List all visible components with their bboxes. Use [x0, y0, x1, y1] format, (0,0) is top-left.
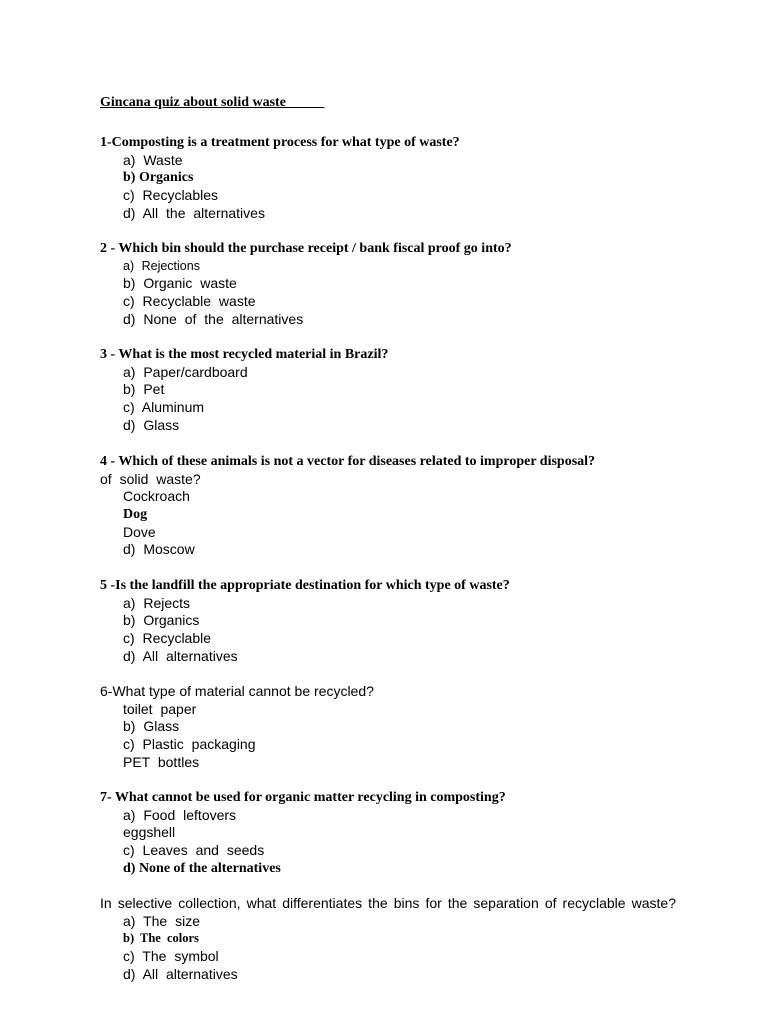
question-block — [100, 134, 680, 222]
answer-option: Dog — [123, 507, 148, 523]
answer-option: b) Glass — [123, 718, 180, 735]
answer-option: b) The colors — [123, 931, 199, 946]
answer-option: d) None of the alternatives — [123, 310, 304, 327]
question-block — [100, 789, 680, 877]
answer-option: c) The symbol — [123, 948, 219, 965]
answer-option: a) Paper/cardboard — [123, 363, 248, 380]
answer-option: Dove — [123, 523, 156, 540]
page-title: Gincana quiz about solid waste — [100, 95, 325, 110]
answer-option: c) Recyclable — [123, 630, 212, 647]
answer-option: d) All the alternatives — [123, 204, 265, 221]
question-block — [100, 453, 680, 559]
answer-option: c) Recyclable waste — [123, 293, 256, 310]
answer-option: toilet paper — [123, 700, 197, 717]
question-block — [100, 683, 680, 771]
answer-option: d) All alternatives — [123, 647, 238, 664]
answer-option: a) Rejects — [123, 594, 191, 611]
question-text: In selective collection, what differentiates the bins for the separation of recyclable waste? — [100, 895, 676, 911]
answer-option: d) All alternatives — [123, 965, 238, 982]
answer-option: d) Moscow — [123, 541, 195, 558]
question-block — [100, 895, 680, 983]
question-continuation: of solid waste? — [100, 470, 201, 487]
question-text: 4 - Which of these animals is not a vector for diseases related to improper disposal? — [100, 454, 596, 469]
answer-option: c) Recyclables — [123, 187, 219, 204]
answer-option: Cockroach — [123, 488, 190, 505]
question-block — [100, 577, 680, 665]
answer-option: d) None of the alternatives — [123, 860, 281, 876]
answer-option: a) Rejections — [123, 258, 200, 273]
question-block — [100, 346, 680, 434]
answer-option: b) Organics — [123, 612, 200, 629]
question-text: 3 - What is the most recycled material in Brazil? — [100, 347, 389, 362]
answer-option: c) Plastic packaging — [123, 736, 256, 753]
answer-option: a) The size — [123, 912, 200, 929]
question-text: 2 - Which bin should the purchase receipt / bank fiscal proof go into? — [100, 241, 512, 256]
answer-option: b) Organic waste — [123, 275, 237, 292]
question-block — [100, 240, 680, 328]
question-text: 5 -Is the landfill the appropriate destination for which type of waste? — [100, 578, 510, 593]
answer-option: a) Food leftovers — [123, 806, 237, 823]
answer-option: eggshell — [123, 824, 176, 841]
answer-option: b) Organics — [123, 170, 194, 186]
answer-option: a) Waste — [123, 151, 183, 168]
answer-option: c) Aluminum — [123, 399, 205, 416]
question-text: 1-Composting is a treatment process for what type of waste? — [100, 135, 460, 150]
question-text: 6-What type of material cannot be recycled? — [100, 683, 374, 699]
answer-option: c) Leaves and seeds — [123, 842, 265, 859]
answer-option: PET bottles — [123, 753, 200, 770]
answer-option: d) Glass — [123, 416, 180, 433]
answer-option: b) Pet — [123, 381, 165, 398]
question-text: 7- What cannot be used for organic matter recycling in composting? — [100, 790, 506, 805]
